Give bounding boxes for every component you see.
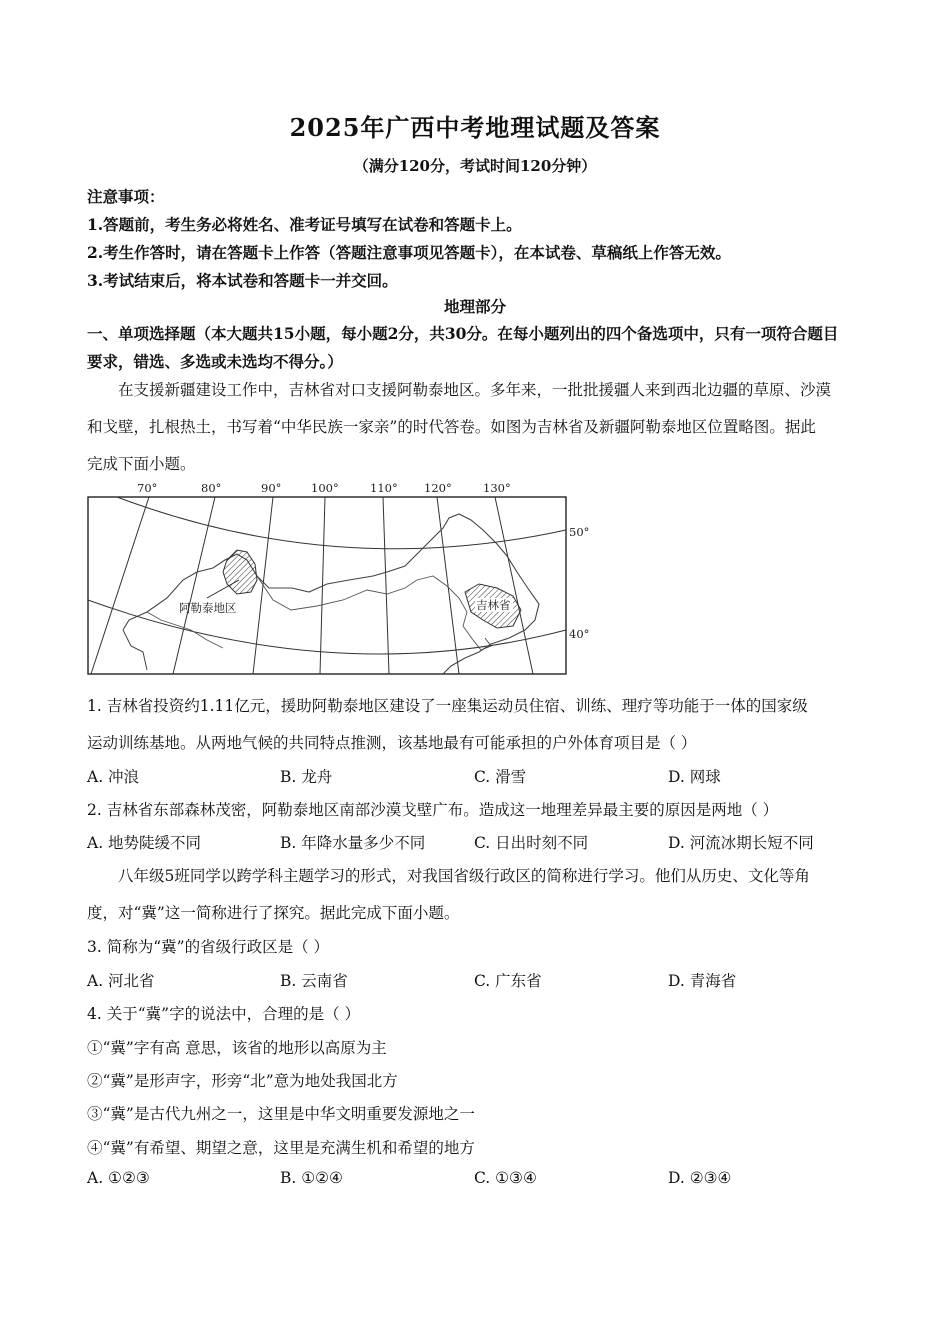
- q1-option-d[interactable]: D. 网球: [668, 768, 721, 786]
- q4-statement: ③“冀”是古代九州之一，这里是中华文明重要发源地之一: [87, 1105, 475, 1123]
- q4-statement: ①“冀”字有高 意思，该省的地形以高原为主: [87, 1039, 387, 1057]
- q1-option-a[interactable]: A. 冲浪: [87, 768, 140, 786]
- map-frame: [88, 497, 566, 674]
- jilin-label: 吉林省: [476, 598, 511, 612]
- q3-option-c[interactable]: C. 广东省: [474, 972, 542, 990]
- passage2-line: 八年级5班同学以跨学科主题学习的形式，对我国省级行政区的简称进行学习。他们从历史、文化等角: [118, 867, 810, 885]
- q2-option-d[interactable]: D. 河流冰期长短不同: [668, 834, 814, 852]
- q1-stem: 1. 吉林省投资约1.11亿元，援助阿勒泰地区建设了一座集运动员住宿、训练、理疗等功能于一体的国家级: [87, 697, 808, 715]
- q4-option-c[interactable]: C. ①③④: [474, 1169, 537, 1187]
- location-map: [87, 480, 590, 675]
- q1-option-c[interactable]: C. 滑雪: [474, 768, 527, 786]
- lon-label: 120°: [424, 481, 452, 495]
- q2-option-a[interactable]: A. 地势陡缓不同: [87, 834, 202, 852]
- q4-statement: ②“冀”是形声字，形旁“北”意为地处我国北方: [87, 1072, 398, 1090]
- altay-label: 阿勒泰地区: [179, 601, 237, 615]
- passage2-line: 度，对“冀”这一简称进行了探究。据此完成下面小题。: [87, 904, 460, 922]
- q3-option-b[interactable]: B. 云南省: [280, 972, 348, 990]
- note-item: 3.考试结束后，将本试卷和答题卡一并交回。: [87, 271, 398, 290]
- lat-label: 50°: [569, 525, 590, 539]
- meridians: [91, 497, 533, 674]
- passage1-line: 和戈壁，扎根热土，书写着“中华民族一家亲”的时代答卷。如图为吉林省及新疆阿勒泰地区位置略图。据此: [87, 418, 816, 436]
- lon-label: 130°: [483, 481, 511, 495]
- parallels: [88, 497, 566, 654]
- q3-option-a[interactable]: A. 河北省: [87, 972, 155, 990]
- page-subtitle: （满分120分，考试时间120分钟）: [353, 157, 597, 175]
- page-title: 2025年广西中考地理试题及答案: [289, 113, 661, 142]
- q3-option-d[interactable]: D. 青海省: [668, 972, 737, 990]
- note-item: 1.答题前，考生务必将姓名、准考证号填写在试卷和答题卡上。: [87, 215, 522, 234]
- province-boundary: [257, 576, 473, 640]
- q4-option-a[interactable]: A. ①②③: [87, 1169, 150, 1187]
- section-title: 地理部分: [443, 297, 506, 316]
- lon-label: 80°: [201, 481, 222, 495]
- altay-region: [223, 550, 257, 594]
- part1-heading: 要求，错选、多选或未选均不得分。）: [87, 352, 343, 371]
- passage1-line: 完成下面小题。: [87, 455, 196, 473]
- q2-stem: 2. 吉林省东部森林茂密，阿勒泰地区南部沙漠戈壁广布。造成这一地理差异最主要的原因是两地（ ）: [87, 801, 779, 819]
- q2-option-b[interactable]: B. 年降水量多少不同: [280, 834, 426, 852]
- lat-label: 40°: [569, 627, 590, 641]
- q4-option-b[interactable]: B. ①②④: [280, 1169, 343, 1187]
- note-item: 2.考生作答时，请在答题卡上作答（答题注意事项见答题卡），在本试卷、草稿纸上作答无效。: [87, 243, 731, 262]
- q3-stem: 3. 简称为“冀”的省级行政区是（ ）: [87, 938, 329, 956]
- q1-stem: 运动训练基地。从两地气候的共同特点推测，该基地最有可能承担的户外体育项目是（ ）: [87, 734, 697, 752]
- part1-heading: 一、单项选择题（本大题共15小题，每小题2分，共30分。在每小题列出的四个备选项中，只有一项符合题目: [87, 324, 839, 343]
- lon-label: 110°: [370, 481, 398, 495]
- q4-statement: ④“冀”有希望、期望之意，这里是充满生机和希望的地方: [87, 1139, 475, 1157]
- notes-heading: 注意事项：: [87, 187, 165, 206]
- lon-label: 70°: [137, 481, 158, 495]
- lon-label: 100°: [311, 481, 339, 495]
- q4-option-d[interactable]: D. ②③④: [668, 1169, 732, 1187]
- q2-option-c[interactable]: C. 日出时刻不同: [474, 834, 589, 852]
- q1-option-b[interactable]: B. 龙舟: [280, 768, 333, 786]
- q4-stem: 4. 关于“冀”字的说法中，合理的是（ ）: [87, 1005, 360, 1023]
- lon-label: 90°: [261, 481, 282, 495]
- west-border: [123, 630, 147, 670]
- passage1-line: 在支援新疆建设工作中，吉林省对口支援阿勒泰地区。多年来，一批批援疆人来到西北边疆的草原、沙漠: [118, 381, 832, 399]
